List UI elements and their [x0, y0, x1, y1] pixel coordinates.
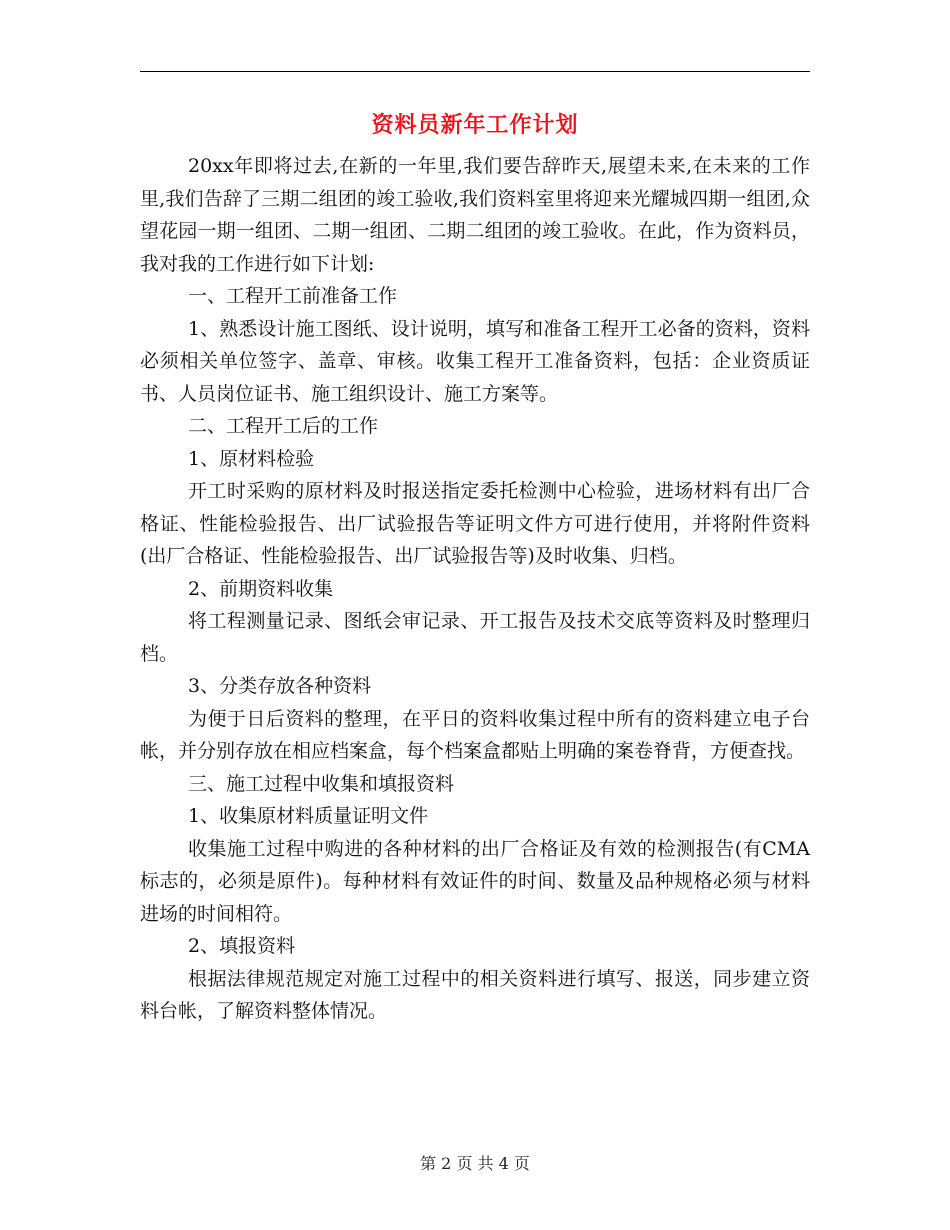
paragraph: 为便于日后资料的整理，在平日的资料收集过程中所有的资料建立电子台帐，并分别存放在相应档案盒，每个档案盒都贴上明确的案卷脊背，方便查找。 [140, 707, 810, 762]
header-rule [140, 71, 810, 72]
subsection-heading: 3、分类存放各种资料 [188, 675, 372, 697]
subsection-heading: 1、原材料检验 [188, 447, 315, 470]
paragraph-intro: 20xx年即将过去,在新的一年里,我们要告辞昨天,展望未来,在未来的工作里,我们告辞了三期二组团的竣工验收,我们资料室里将迎来光耀城四期一组团,众望花园一期一组团、二期一组团、二期二组团的竣工验收。在此，作为资料员，我对我的工作进行如下计划: [140, 155, 810, 275]
section-heading-1: 一、工程开工前准备工作 [188, 285, 398, 307]
paragraph: 根据法律规范规定对施工过程中的相关资料进行填写、报送，同步建立资料台帐，了解资料整体情况。 [140, 967, 810, 1022]
section-heading-2: 二、工程开工后的工作 [188, 415, 379, 437]
paragraph: 1、熟悉设计施工图纸、设计说明，填写和准备工程开工必备的资料，资料必须相关单位签字、盖章、审核。收集工程开工准备资料，包括：企业资质证书、人员岗位证书、施工组织设计、施工方案等。 [140, 317, 810, 405]
subsection-heading: 2、前期资料收集 [188, 577, 334, 600]
document-body [140, 150, 810, 1028]
document-title: 资料员新年工作计划 [371, 112, 579, 138]
paragraph: 开工时采购的原材料及时报送指定委托检测中心检验，进场材料有出厂合格证、性能检验报告、出厂试验报告等证明文件方可进行使用，并将附件资料(出厂合格证、性能检验报告、出厂试验报告等)及时收集、归档。 [140, 480, 810, 567]
subsection-heading: 1、收集原材料质量证明文件 [188, 805, 429, 827]
section-heading-3: 三、施工过程中收集和填报资料 [188, 772, 455, 795]
paragraph: 将工程测量记录、图纸会审记录、开工报告及技术交底等资料及时整理归档。 [140, 610, 810, 665]
page-number: 第 2 页 共 4 页 [420, 1154, 530, 1173]
subsection-heading: 2、填报资料 [188, 935, 296, 957]
paragraph: 收集施工过程中购进的各种材料的出厂合格证及有效的检测报告(有CMA标志的，必须是原件)。每种材料有效证件的时间、数量及品种规格必须与材料进场的时间相符。 [140, 837, 810, 925]
